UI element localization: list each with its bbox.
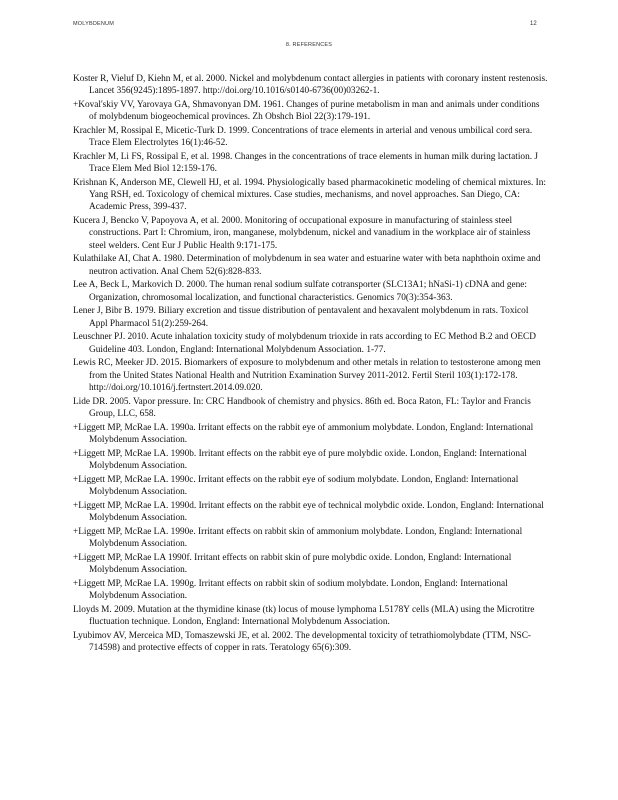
reference-item: +Liggett MP, McRae LA. 1990d. Irritant effects on the rabbit eye of technical molybdic oxide. London, England: International Molybdenum Association. [73, 500, 544, 523]
reference-item: +Liggett MP, McRae LA. 1990g. Irritant effects on rabbit skin of sodium molybdate. London, England: International Molybdenum Association. [73, 578, 508, 601]
reference-item: Lener J, Bibr B. 1979. Biliary excretion and tissue distribution of pentavalent and hexavalent molybdenum in rats. Toxicol Appl Pharmacol 51(2):259-264. [73, 306, 529, 329]
reference-item: Krachler M, Li FS, Rossipal E, et al. 1998. Changes in the concentrations of trace elements in human milk during lactation. J Trace Elem Med Biol 12:159-176. [73, 152, 538, 175]
reference-item: Leuschner PJ. 2010. Acute inhalation toxicity study of molybdenum trioxide in rats according to EC Method B.2 and OECD Guideline 403. London, England: International Molybdenum Association. 1-77. [73, 332, 536, 355]
reference-item: +Liggett MP, McRae LA. 1990e. Irritant effects on rabbit skin of ammonium molybdate. London, England: International Molybdenum Association. [73, 526, 523, 549]
reference-item: Lee A, Beck L, Markovich D. 2000. The human renal sodium sulfate cotransporter (SLC13A1; hNaSi-1) cDNA and gene: Organization, chromosomal localization, and functional characteristics. Genomics 70(3):354-363. [73, 280, 527, 303]
reference-item: Lyubimov AV, Merceica MD, Tomaszewski JE, et al. 2002. The developmental toxicity of tetrathiomolybdate (TTM, NSC-714598) and protective effects of copper in rats. Teratology 65(6):309. [73, 630, 532, 653]
reference-item: Koster R, Vieluf D, Kiehn M, et al. 2000. Nickel and molybdenum contact allergies in patients with coronary instent restenosis. Lancet 356(9245):1895-1897. http://doi.org/10.1016/s0140-6736(00)03262-1. [73, 74, 548, 97]
reference-item: +Liggett MP, McRae LA. 1990b. Irritant effects on the rabbit eye of pure molybdic oxide. London, England: International Molybdenum Association. [73, 448, 527, 471]
section-title: 8. REFERENCES [285, 42, 333, 48]
reference-item: Lide DR. 2005. Vapor pressure. In: CRC Handbook of chemistry and physics. 86th ed. Boca Raton, FL: Taylor and Francis Group, LLC, 658. [73, 396, 531, 419]
running-title: MOLYBDENUM [73, 21, 115, 27]
reference-item: Krishnan K, Anderson ME, Clewell HJ, et al. 1994. Physiologically based pharmacokinetic modeling of chemical mixtures. In: Yang RSH, ed. Toxicology of chemical mixtures. Case studies, mechanisms, and novel approaches. San Diego, CA: Academic Press, 399-437. [73, 178, 547, 213]
reference-item: Kulathilake AI, Chat A. 1980. Determination of molybdenum in sea water and estuarine water with beta naphthoin oxime and neutron activation. Anal Chem 52(6):828-833. [73, 254, 541, 277]
reference-item: Lewis RC, Meeker JD. 2015. Biomarkers of exposure to molybdenum and other metals in relation to testosterone among men from the United States National Health and Nutrition Examination Survey 2011-2012. Fertil Steril 103(1):172-178. http://doi.org/10.1016/j.fertnstert.2014.09.020. [73, 358, 541, 393]
reference-item: +Liggett MP, McRae LA. 1990c. Irritant effects on the rabbit eye of sodium molybdate. London, England: International Molybdenum Association. [73, 474, 519, 497]
reference-item: Krachler M, Rossipal E, Micetic-Turk D. 1999. Concentrations of trace elements in arterial and venous umbilical cord sera. Trace Elem Electrolytes 16(1):46-52. [73, 126, 533, 149]
reference-item: Lloyds M. 2009. Mutation at the thymidine kinase (tk) locus of mouse lymphoma L5178Y cells (MLA) using the Microtitre fluctuation technique. London, England: International Molybdenum Association. [73, 604, 535, 627]
reference-item: +Liggett MP, McRae LA 1990f. Irritant effects on rabbit skin of pure molybdic oxide. London, England: International Molybdenum Association. [73, 552, 512, 575]
reference-item: +Liggett MP, McRae LA. 1990a. Irritant effects on the rabbit eye of ammonium molybdate. London, England: International Molybdenum Association. [73, 422, 534, 445]
page-number: 12 [530, 21, 537, 27]
reference-list [73, 73, 548, 656]
reference-item: Kucera J, Bencko V, Papoyova A, et al. 2000. Monitoring of occupational exposure in manufacturing of stainless steel constructions. Part I: Chromium, iron, manganese, molybdenum, nickel and vanadium in the workplace air of stainless steel welders. Cent Eur J Public Health 9:171-175. [73, 216, 531, 251]
reference-item: +Koval'skiy VV, Yarovaya GA, Shmavonyan DM. 1961. Changes of purine metabolism in man and animals under conditions of molybdenum biogeochemical provinces. Zh Obshch Biol 22(3):179-191. [73, 100, 540, 123]
